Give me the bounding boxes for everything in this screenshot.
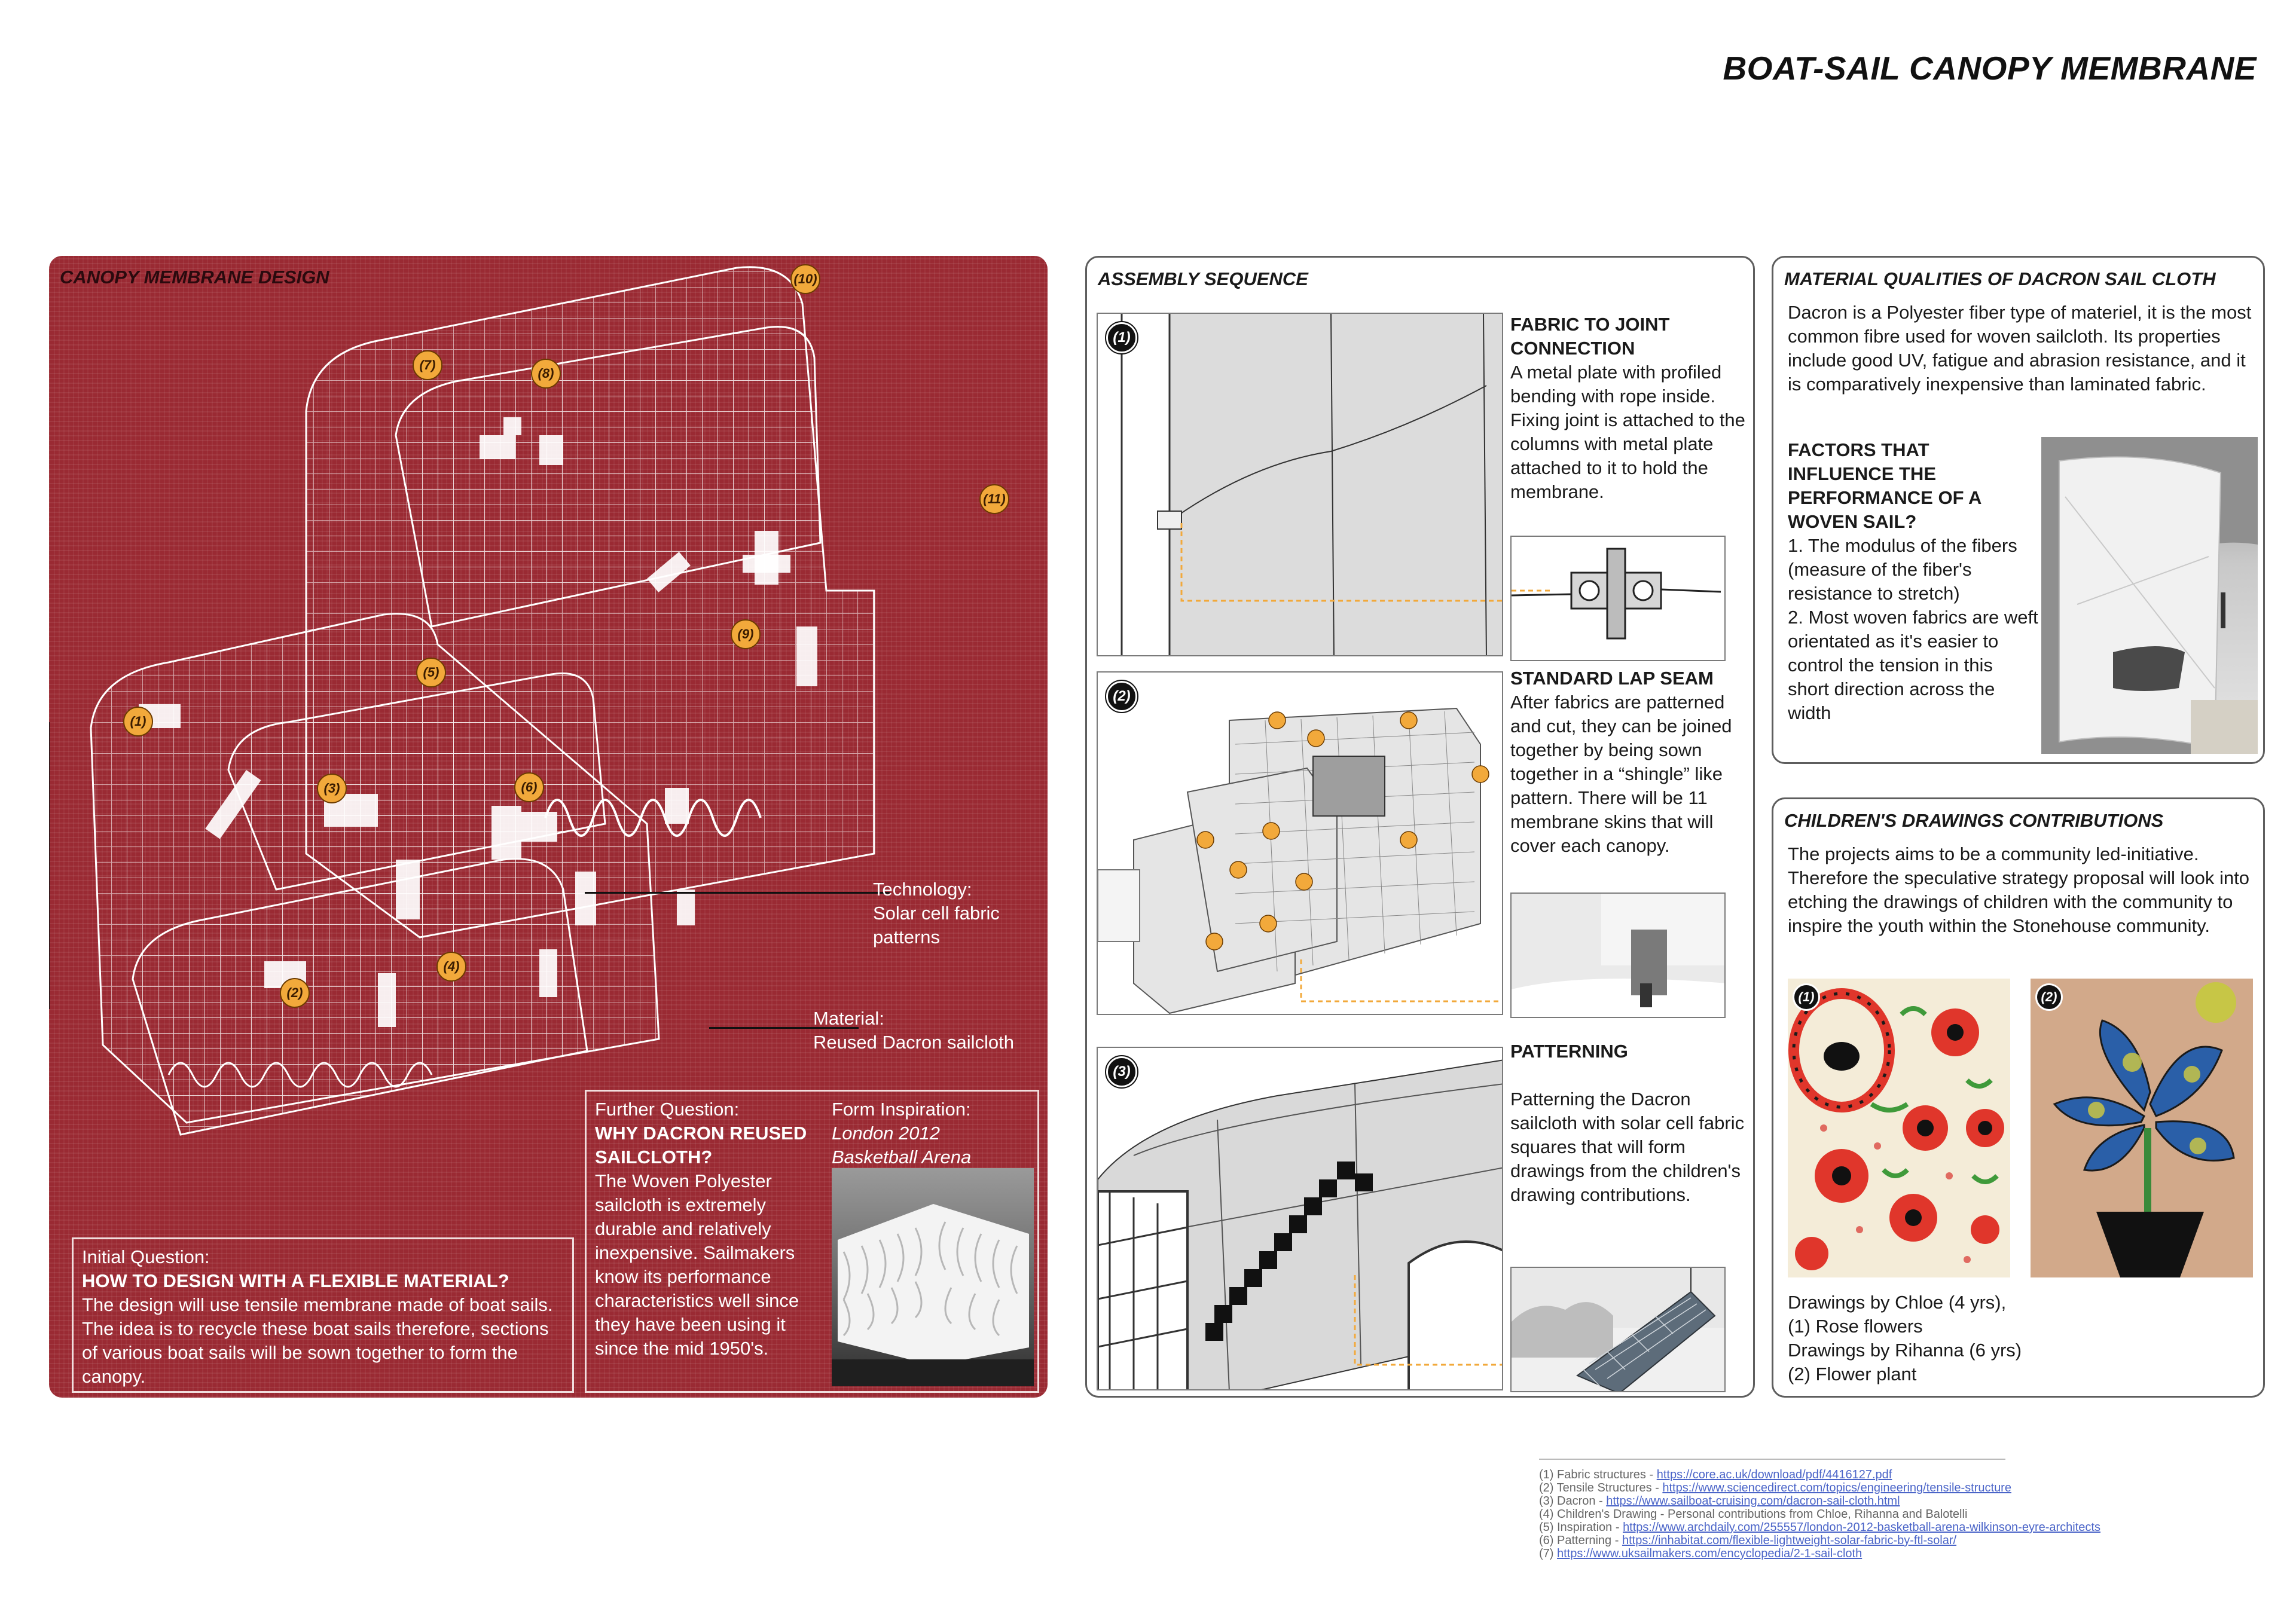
step-3-body: Patterning the Dacron sailcloth with solar cell fabric squares that will form drawings from the children's drawing contributions. bbox=[1510, 1089, 1745, 1205]
references-list bbox=[1539, 1459, 2137, 1560]
reference-link[interactable]: https://www.sciencedirect.com/topics/engineering/tensile-structure bbox=[1662, 1481, 2011, 1494]
drawings-caption bbox=[1788, 1291, 2257, 1386]
technology-label: Technology: bbox=[873, 879, 972, 900]
step-1-text bbox=[1510, 313, 1750, 504]
marker-6: (6) bbox=[514, 772, 544, 802]
reference-item: (7) https://www.uksailmakers.com/encyclopedia/2-1-sail-cloth bbox=[1539, 1547, 1863, 1560]
step-1-body: A metal plate with profiled bending with rope inside. Fixing joint is attached to the columns with metal plate attached to it to hold the membrane. bbox=[1510, 362, 1745, 502]
step-2-text bbox=[1510, 667, 1750, 858]
initial-question-label: Initial Question: bbox=[82, 1246, 210, 1267]
step-3-drawing bbox=[1097, 1047, 1503, 1390]
initial-question-body: The design will use tensile membrane made of boat sails. The idea is to recycle these boat sails therefore, sections of various boat sails will be sown together to form the canopy. bbox=[82, 1294, 553, 1387]
reference-link[interactable]: https://www.sailboat-cruising.com/dacron-sail-cloth.html bbox=[1606, 1494, 1900, 1508]
canopy-heading: CANOPY MEMBRANE DESIGN bbox=[60, 267, 329, 288]
drawing-rose-flowers bbox=[1788, 979, 2010, 1277]
drawing-2-badge: (2) bbox=[2035, 983, 2063, 1011]
technology-line-1: Solar cell fabric bbox=[873, 903, 1000, 924]
technology-line-2: patterns bbox=[873, 927, 941, 947]
children-description: The projects aims to be a community led-initiative. Therefore the speculative strategy proposal will look into etching the drawings of children with the community to inspire the youth within the Stonehouse community. bbox=[1788, 843, 2249, 936]
step-1-badge: (1) bbox=[1106, 322, 1137, 353]
marker-11: (11) bbox=[979, 484, 1009, 514]
step-2-body: After fabrics are patterned and cut, they can be joined together by being sown together in a “shingle” like pattern. There will be 11 membrane skins that will cover each canopy. bbox=[1510, 692, 1732, 856]
step-3-solar-fabric-photo bbox=[1510, 1267, 1726, 1392]
step-3-badge: (3) bbox=[1106, 1056, 1137, 1087]
reference-item: (4) Children's Drawing - Personal contributions from Chloe, Rihanna and Balotelli bbox=[1539, 1508, 1968, 1521]
reference-item: (6) Patterning - https://inhabitat.com/flexible-lightweight-solar-fabric-by-ftl-solar/ bbox=[1539, 1534, 1957, 1547]
further-question-body: The Woven Polyester sailcloth is extremely durable and relatively inexpensive. Sailmakers know its performance characteristics well since they have been using it since the mid 1950's. bbox=[595, 1170, 799, 1359]
step-2-drawing bbox=[1097, 671, 1503, 1015]
reference-item: (2) Tensile Structures - https://www.sciencedirect.com/topics/engineering/tensile-structure bbox=[1539, 1481, 2011, 1494]
material-factors bbox=[1788, 438, 2039, 725]
assembly-sequence-panel bbox=[1085, 256, 1755, 1398]
step-1-joint-detail bbox=[1510, 536, 1726, 661]
material-heading: MATERIAL QUALITIES OF DACRON SAIL CLOTH bbox=[1784, 268, 2216, 289]
step-3-title: PATTERNING bbox=[1510, 1041, 1628, 1062]
reference-item: (1) Fabric structures - https://core.ac.uk/download/pdf/4416127.pdf bbox=[1539, 1468, 1892, 1481]
material-description: Dacron is a Polyester fiber type of materiel, it is the most common fibre used for woven sailcloth. Its properties include good UV, fatigue and abrasion resistance, and it is comparatively inexpensive than laminated fabric. bbox=[1788, 302, 2252, 395]
marker-1: (1) bbox=[123, 707, 153, 736]
reference-item: (3) Dacron - https://www.sailboat-cruising.com/dacron-sail-cloth.html bbox=[1539, 1494, 1900, 1508]
technology-callout bbox=[873, 878, 1000, 949]
caption-line-1: Drawings by Chloe (4 yrs), bbox=[1788, 1292, 2007, 1313]
marker-7: (7) bbox=[413, 350, 442, 380]
assembly-heading: ASSEMBLY SEQUENCE bbox=[1098, 268, 1308, 289]
caption-line-3: Drawings by Rihanna (6 yrs) bbox=[1788, 1340, 2022, 1361]
marker-4: (4) bbox=[436, 952, 466, 982]
reference-link[interactable]: https://www.uksailmakers.com/encyclopedia/2-1-sail-cloth bbox=[1557, 1547, 1863, 1560]
inspiration-label: Form Inspiration: bbox=[832, 1099, 971, 1120]
factor-1: 1. The modulus of the fibers (measure of the fiber's resistance to stretch) bbox=[1788, 535, 2017, 604]
initial-question-box bbox=[72, 1237, 574, 1393]
initial-question: HOW TO DESIGN WITH A FLEXIBLE MATERIAL? bbox=[82, 1270, 509, 1291]
childrens-drawings-panel bbox=[1772, 797, 2265, 1398]
step-2-title: STANDARD LAP SEAM bbox=[1510, 668, 1714, 689]
marker-8: (8) bbox=[531, 359, 561, 389]
material-label: Material: bbox=[813, 1008, 884, 1029]
step-1-drawing bbox=[1097, 313, 1503, 656]
page-title: BOAT-SAIL CANOPY MEMBRANE bbox=[1723, 50, 2257, 87]
marker-5: (5) bbox=[416, 658, 446, 687]
further-question-label: Further Question: bbox=[595, 1099, 740, 1120]
caption-line-4: (2) Flower plant bbox=[1788, 1364, 1917, 1384]
marker-9: (9) bbox=[731, 619, 761, 649]
caption-line-2: (1) Rose flowers bbox=[1788, 1316, 1923, 1337]
material-callout bbox=[813, 1007, 1014, 1055]
drawing-flower-plant bbox=[2031, 979, 2253, 1277]
references-divider bbox=[1539, 1459, 2005, 1460]
factor-2: 2. Most woven fabrics are weft orientated as it's easier to control the tension in this short direction across the width bbox=[1788, 607, 2038, 723]
inspiration-name: London 2012 Basketball Arena bbox=[832, 1123, 972, 1167]
step-2-sewing-photo bbox=[1510, 893, 1726, 1018]
marker-2: (2) bbox=[280, 978, 310, 1008]
reference-link[interactable]: https://core.ac.uk/download/pdf/4416127.pdf bbox=[1656, 1468, 1892, 1481]
marker-10: (10) bbox=[790, 264, 820, 294]
material-line-1: Reused Dacron sailcloth bbox=[813, 1032, 1015, 1053]
technology-leader-line bbox=[585, 892, 890, 894]
further-question: WHY DACRON REUSED SAILCLOTH? bbox=[595, 1123, 807, 1167]
children-heading: CHILDREN'S DRAWINGS CONTRIBUTIONS bbox=[1784, 810, 2164, 831]
further-question-box bbox=[585, 1090, 1039, 1393]
step-1-title: FABRIC TO JOINT CONNECTION bbox=[1510, 314, 1670, 359]
basketball-arena-photo bbox=[832, 1168, 1034, 1386]
drawing-1-badge: (1) bbox=[1793, 983, 1820, 1011]
reference-item: (5) Inspiration - https://www.archdaily.com/255557/london-2012-basketball-arena-wilkinson-eyre-architects bbox=[1539, 1521, 2100, 1534]
woven-sail-photo bbox=[2041, 437, 2258, 754]
marker-3: (3) bbox=[317, 774, 347, 803]
reference-link[interactable]: https://inhabitat.com/flexible-lightweight-solar-fabric-by-ftl-solar/ bbox=[1622, 1534, 1957, 1547]
canopy-design-panel bbox=[49, 256, 1048, 1398]
material-qualities-panel bbox=[1772, 256, 2265, 764]
reference-link[interactable]: https://www.archdaily.com/255557/london-2012-basketball-arena-wilkinson-eyre-architects bbox=[1623, 1521, 2100, 1534]
step-3-text bbox=[1510, 1040, 1750, 1207]
step-2-badge: (2) bbox=[1106, 681, 1137, 712]
factors-heading: FACTORS THAT INFLUENCE THE PERFORMANCE OF A WOVEN SAIL? bbox=[1788, 439, 1981, 532]
